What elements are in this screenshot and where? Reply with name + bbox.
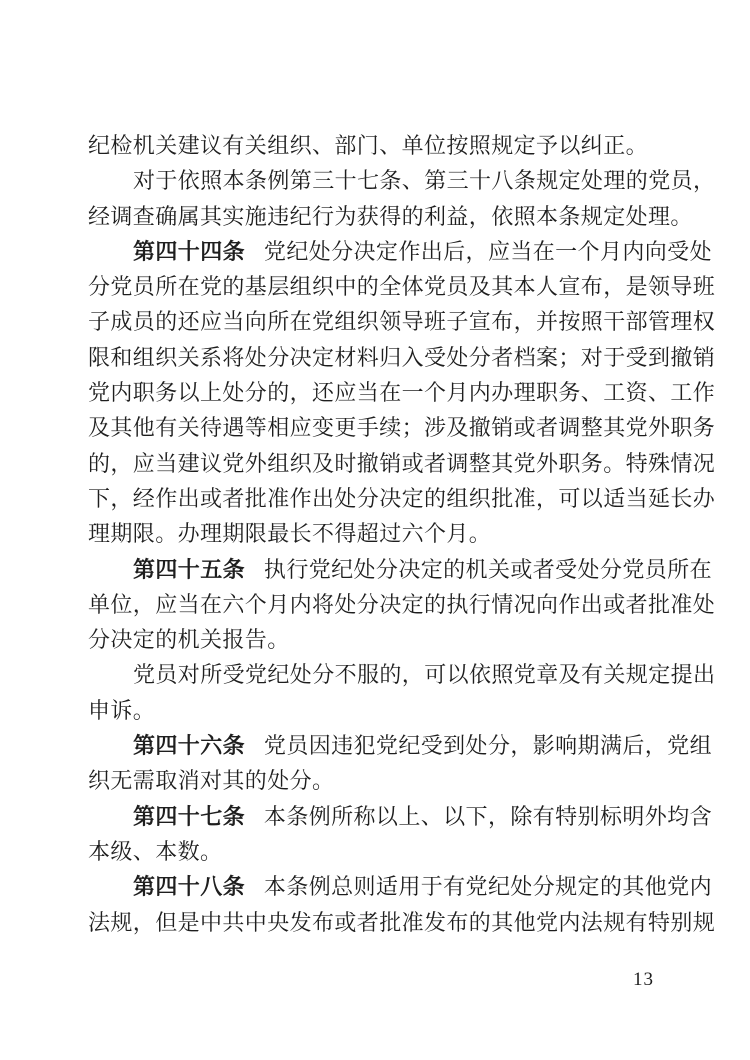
- text-line: [88, 657, 716, 692]
- line-text: 单位，应当在六个月内将处分决定的执行情况向作出或者批准处: [88, 591, 716, 617]
- line-text: 法规，但是中共中央发布或者批准发布的其他党内法规有特别规: [88, 909, 716, 935]
- line-text: 分决定的机关报告。: [88, 627, 290, 653]
- line-text: 子成员的还应当向所在党组织领导班子宣布，并按照干部管理权: [88, 309, 716, 335]
- line-text: 分党员所在党的基层组织中的全体党员及其本人宣布，是领导班: [88, 274, 716, 300]
- text-line: [88, 799, 712, 834]
- text-line: [88, 622, 712, 657]
- article-number: 第四十五条: [133, 556, 246, 582]
- line-text: 理期限。办理期限最长不得超过六个月。: [88, 521, 492, 547]
- article-number: 第四十六条: [133, 733, 246, 759]
- text-line: [88, 375, 716, 410]
- text-line: [88, 693, 712, 728]
- text-line: [88, 163, 716, 198]
- text-line: [88, 410, 716, 445]
- line-text: 党纪处分决定作出后，应当在一个月内向受处: [263, 238, 712, 264]
- text-line: [88, 587, 716, 622]
- line-text: 经调查确属其实施违纪行为获得的利益，依照本条规定处理。: [88, 203, 693, 229]
- line-text: 本条例所称以上、以下，除有特别标明外均含: [263, 803, 712, 829]
- text-line: [88, 234, 712, 269]
- text-line: [88, 199, 712, 234]
- line-text: 申诉。: [88, 697, 156, 723]
- line-text: 党内职务以上处分的，还应当在一个月内办理职务、工资、工作: [88, 380, 716, 406]
- document-text: [88, 128, 716, 940]
- line-text: 纪检机关建议有关组织、部门、单位按照规定予以纠正。: [88, 133, 649, 158]
- text-line: [88, 481, 716, 516]
- text-line: [88, 728, 712, 763]
- article-number: 第四十四条: [133, 238, 246, 264]
- article-number: 第四十八条: [133, 874, 246, 900]
- line-text: 党员对所受党纪处分不服的，可以依照党章及有关规定提出: [133, 662, 716, 688]
- text-line: [88, 304, 716, 339]
- line-text: 本条例总则适用于有党纪处分规定的其他党内: [263, 874, 712, 900]
- line-text: 及其他有关待遇等相应变更手续；涉及撤销或者调整其党外职务: [88, 415, 716, 441]
- text-line: [88, 763, 712, 798]
- article-number: 第四十七条: [133, 803, 246, 829]
- line-text: 下，经作出或者批准作出处分决定的组织批准，可以适当延长办: [88, 485, 716, 511]
- line-text: 的，应当建议党外组织及时撤销或者调整其党外职务。特殊情况: [88, 450, 716, 476]
- text-line: [88, 340, 716, 375]
- line-text: 限和组织关系将处分决定材料归入受处分者档案；对于受到撤销: [88, 344, 716, 370]
- text-line: [88, 552, 712, 587]
- text-line: [88, 834, 712, 869]
- text-line: [88, 516, 712, 551]
- text-line: [88, 869, 712, 904]
- page-number: 13: [633, 969, 654, 990]
- line-text: 对于依照本条例第三十七条、第三十八条规定处理的党员，: [133, 168, 716, 194]
- text-line: [88, 269, 716, 304]
- line-text: 本级、本数。: [88, 838, 223, 864]
- text-line: [88, 446, 716, 481]
- line-text: 织无需取消对其的处分。: [88, 768, 335, 794]
- text-line: [88, 905, 716, 940]
- line-text: 党员因违犯党纪受到处分，影响期满后，党组: [263, 733, 712, 759]
- text-line: [88, 128, 712, 163]
- line-text: 执行党纪处分决定的机关或者受处分党员所在: [263, 556, 712, 582]
